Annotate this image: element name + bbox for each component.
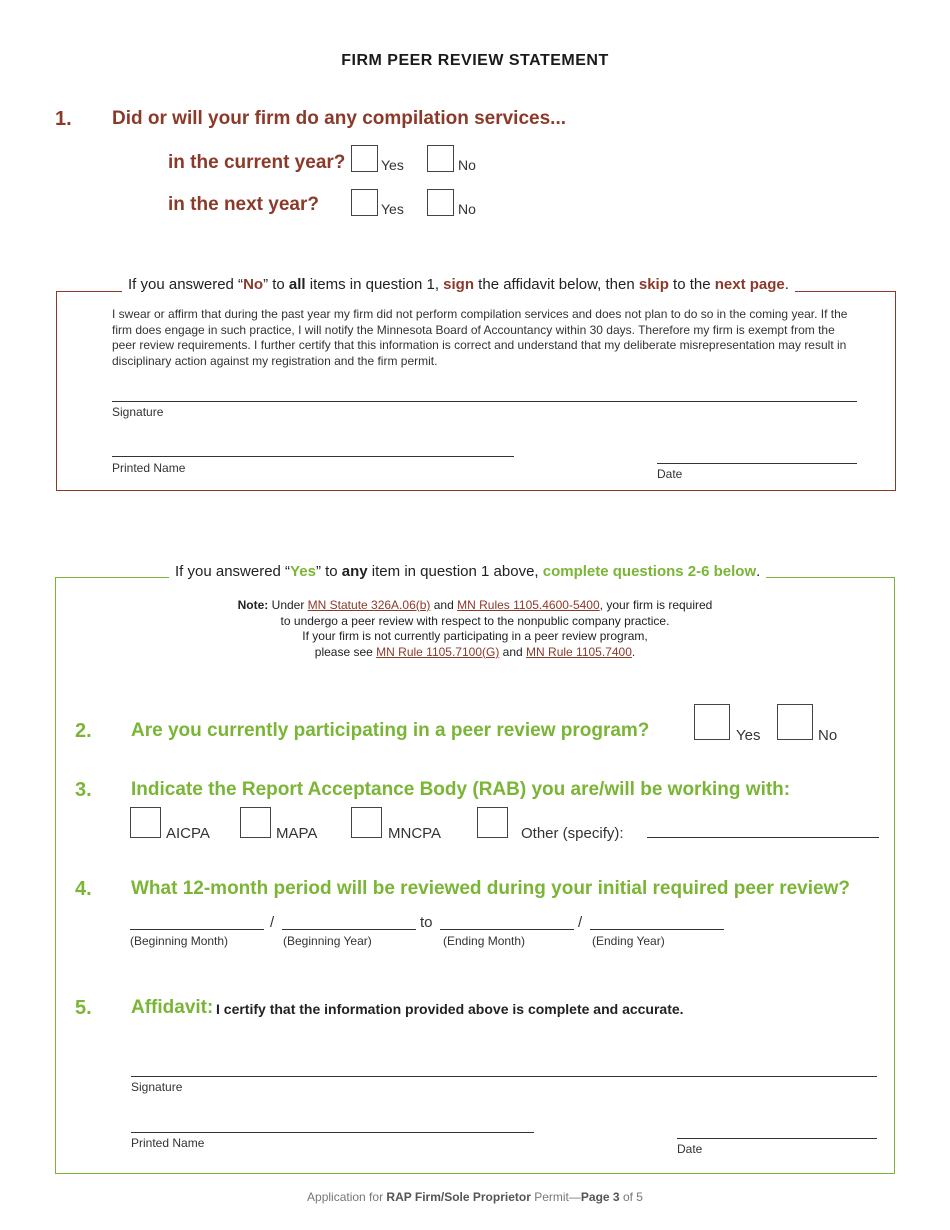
yes-label: Yes (736, 727, 761, 744)
date-label: Date (657, 467, 683, 481)
q5-affidavit-label: Affidavit: (131, 997, 214, 1018)
rab-option-label: MNCPA (388, 825, 442, 842)
rab-option-label: Other (specify): (521, 825, 624, 842)
printed-name-label: Printed Name (131, 1136, 205, 1150)
q3-other-checkbox[interactable] (477, 807, 508, 838)
q4-beginning-month-line[interactable] (130, 929, 264, 930)
link-mn-rule-7100[interactable]: MN Rule 1105.7100(G) (376, 644, 500, 659)
rab-option-label: AICPA (166, 825, 210, 842)
q1-number: 1. (55, 108, 72, 130)
q2-yes-checkbox[interactable] (694, 704, 730, 740)
q3-other-specify-line[interactable] (647, 837, 879, 838)
note-block: Note: Under MN Statute 326A.06(b) and MN Rules 1105.4600-5400, your firm is required to undergo a peer review with respect to the nonpublic company practice. If your firm is not currently participating in a peer review program, please see MN Rule 1105.7100(G) and MN Rule 1105.7400. (237, 598, 713, 659)
q1-current-year-label: in the current year? (168, 152, 346, 173)
q1-next-year-no-checkbox[interactable] (427, 189, 454, 216)
no-section-legend: If you answered “No” to all items in question 1, sign the affidavit below, then skip to the next page. (122, 276, 795, 293)
q5-number: 5. (75, 997, 92, 1019)
q4-ending-year-line[interactable] (590, 929, 724, 930)
link-mn-rule-7400[interactable]: MN Rule 1105.7400 (526, 644, 632, 659)
yes-label: Yes (381, 201, 404, 217)
q4-ending-month-line[interactable] (440, 929, 574, 930)
q3-mapa-checkbox[interactable] (240, 807, 271, 838)
page-title: FIRM PEER REVIEW STATEMENT (341, 52, 609, 69)
date-label: Date (677, 1142, 703, 1156)
q1-text: Did or will your firm do any compilation services... (112, 108, 566, 129)
no-label: No (458, 157, 476, 173)
signature-label: Signature (131, 1080, 183, 1094)
q4-period-label: (Ending Year) (592, 934, 665, 948)
q4-number: 4. (75, 878, 92, 900)
to-separator: to (420, 914, 433, 931)
q3-mncpa-checkbox[interactable] (351, 807, 382, 838)
printed-name-label: Printed Name (112, 461, 186, 475)
link-mn-rules[interactable]: MN Rules 1105.4600-5400 (457, 598, 600, 612)
q3-text: Indicate the Report Acceptance Body (RAB) you are/will be working with: (131, 779, 791, 800)
slash-separator: / (578, 914, 583, 931)
signature-label: Signature (112, 405, 164, 419)
q5-signature-line[interactable] (131, 1076, 877, 1077)
q4-period-label: (Beginning Year) (283, 934, 372, 948)
q3-aicpa-checkbox[interactable] (130, 807, 161, 838)
q2-text: Are you currently participating in a peer review program? (131, 720, 650, 741)
yes-section-legend: If you answered “Yes” to any item in question 1 above, complete questions 2-6 below. (169, 563, 766, 580)
q1-next-year-label: in the next year? (168, 194, 319, 215)
q5-date-line[interactable] (677, 1138, 877, 1139)
no-signature-line[interactable] (112, 401, 857, 402)
q5-affidavit-text: I certify that the information provided above is complete and accurate. (216, 1001, 684, 1017)
q1-next-year-yes-checkbox[interactable] (351, 189, 378, 216)
q2-no-checkbox[interactable] (777, 704, 813, 740)
rab-option-label: MAPA (276, 825, 318, 842)
page-footer: Application for RAP Firm/Sole Proprietor Permit—Page 3 of 5 (307, 1190, 643, 1204)
no-label: No (818, 727, 838, 744)
q1-current-year-yes-checkbox[interactable] (351, 145, 378, 172)
yes-label: Yes (381, 157, 404, 173)
link-mn-statute[interactable]: MN Statute 326A.06(b) (307, 598, 431, 612)
q4-text: What 12-month period will be reviewed during your initial required peer review? (131, 878, 850, 899)
q5-printed-name-line[interactable] (131, 1132, 534, 1133)
q4-period-label: (Ending Month) (443, 934, 526, 948)
q3-number: 3. (75, 779, 92, 801)
no-date-line[interactable] (657, 463, 857, 464)
no-printed-name-line[interactable] (112, 456, 514, 457)
slash-separator: / (270, 914, 275, 931)
no-label: No (458, 201, 476, 217)
q4-period-label: (Beginning Month) (130, 934, 229, 948)
q1-current-year-no-checkbox[interactable] (427, 145, 454, 172)
no-affidavit-text: I swear or affirm that during the past year my firm did not perform compilation services and does not plan to do so in the coming year. If the firm does engage in such practice, I will notify the Minnesota Board of Accountancy within 30 days. Therefore my firm is exempt from the peer review requirements. I further certify that this information is correct and understand that my deliberate misrepresentation may result in disciplinary action against my registration and the firm permit. (112, 307, 848, 368)
q2-number: 2. (75, 720, 92, 742)
q4-beginning-year-line[interactable] (282, 929, 416, 930)
